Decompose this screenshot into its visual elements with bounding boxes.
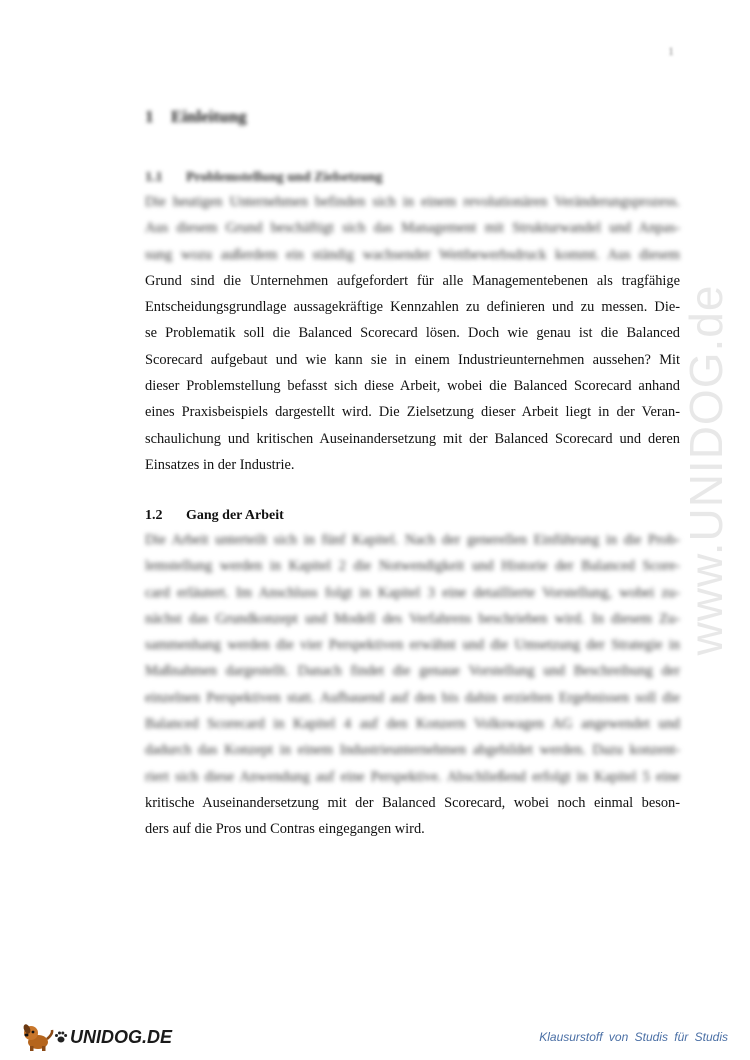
- paragraph-line: Einsatzes in der Industrie.: [145, 456, 295, 473]
- paragraph-line: riert sich diese Anwendung auf eine Perspektive. Abschließend erfolgt in Kapitel 5 eine: [145, 768, 680, 785]
- paragraph-line: eines Praxisbeispiels dargestellt wird. Die Zielsetzung dieser Arbeit liegt in der Veran-: [145, 404, 680, 421]
- paragraph-line: einzelnen Perspektiven statt. Aufbauend auf den bis dahin erzielten Ergebnissen soll die: [145, 689, 680, 706]
- paragraph-line: Die heutigen Unternehmen befinden sich in einem revolutionären Veränderungsprozess.: [145, 194, 680, 210]
- paragraph-line: sammenhang werden die vier Perspektiven erwähnt und die Umsetzung der Strategie in: [145, 637, 680, 654]
- paragraph-line: Aus diesem Grund beschäftigt sich das Management mit Strukturwandel und Anpas-: [145, 220, 680, 237]
- section-number: 1.1: [145, 170, 163, 185]
- dog-mascot-icon: [22, 1022, 56, 1052]
- section-heading-1-1: [145, 170, 383, 186]
- footer-tagline: Klausurstoff von Studis für Studis: [539, 1030, 728, 1044]
- paragraph-problemstellung: [145, 189, 680, 478]
- watermark: www.UNIDOG.de: [680, 284, 732, 656]
- chapter-title: Einleitung: [171, 107, 247, 126]
- section-title: Gang der Arbeit: [186, 508, 284, 523]
- paragraph-line: nächst das Grundkonzept und Modell des Verfahrens beschrieben wird. In diesem Zu-: [145, 610, 680, 627]
- page-number: 1: [668, 44, 674, 58]
- paragraph-line: Maßnahmen dargestellt. Danach findet die genaue Vorstellung und Beschreibung der: [145, 663, 680, 680]
- unidog-logo[interactable]: [22, 1022, 172, 1052]
- paragraph-line: kritische Auseinandersetzung mit der Balanced Scorecard, wobei noch einmal beson-: [145, 794, 680, 811]
- paragraph-line: Balanced Scorecard in Kapitel 4 auf den Konzern Volkswagen AG angewendet und: [145, 716, 680, 733]
- paragraph-line: Entscheidungsgrundlage aussagekräftige Kennzahlen zu definieren und zu messen. Die-: [145, 299, 680, 316]
- chapter-number: 1: [145, 107, 154, 126]
- section-number: 1.2: [145, 508, 163, 523]
- paragraph-line: schaulichung und kritischen Auseinandersetzung mit der Balanced Scorecard und deren: [145, 430, 680, 447]
- paragraph-gang-der-arbeit: [145, 527, 680, 843]
- logo-text: UNIDOG.DE: [70, 1026, 173, 1047]
- paragraph-line: dieser Problemstellung befasst sich diese Arbeit, wobei die Balanced Scorecard anhand: [145, 378, 680, 395]
- paw-icon: [54, 1030, 68, 1044]
- paragraph-line: sung wozu außerdem ein ständig wachsender Wettbewerbsdruck kommt. Aus diesem: [145, 246, 680, 263]
- paragraph-line: lemstellung werden in Kapitel 2 die Notwendigkeit und Historie der Balanced Score-: [145, 558, 680, 575]
- chapter-heading: [145, 107, 247, 127]
- paragraph-line: card erläutert. Im Anschluss folgt in Kapitel 3 eine detaillierte Vorstellung, wobei zu-: [145, 584, 680, 601]
- paragraph-line: Grund sind die Unternehmen aufgefordert für alle Managementebenen als tragfähige: [145, 272, 680, 289]
- paragraph-line: Scorecard aufgebaut und wie kann sie in einem Industrieunternehmen aussehen? Mit: [145, 351, 680, 368]
- paragraph-line: Die Arbeit unterteilt sich in fünf Kapitel. Nach der generellen Einführung in die Prob-: [145, 532, 680, 548]
- paragraph-line: se Problematik soll die Balanced Scorecard lösen. Doch wie genau ist die Balanced: [145, 325, 680, 342]
- paragraph-line: ders auf die Pros und Contras eingegangen wird.: [145, 821, 425, 838]
- section-heading-1-2: [145, 508, 284, 524]
- paragraph-line: dadurch das Konzept in einem Industrieunternehmen abgebildet werden. Dazu konzent-: [145, 742, 680, 759]
- section-title: Problemstellung und Zielsetzung: [186, 170, 383, 185]
